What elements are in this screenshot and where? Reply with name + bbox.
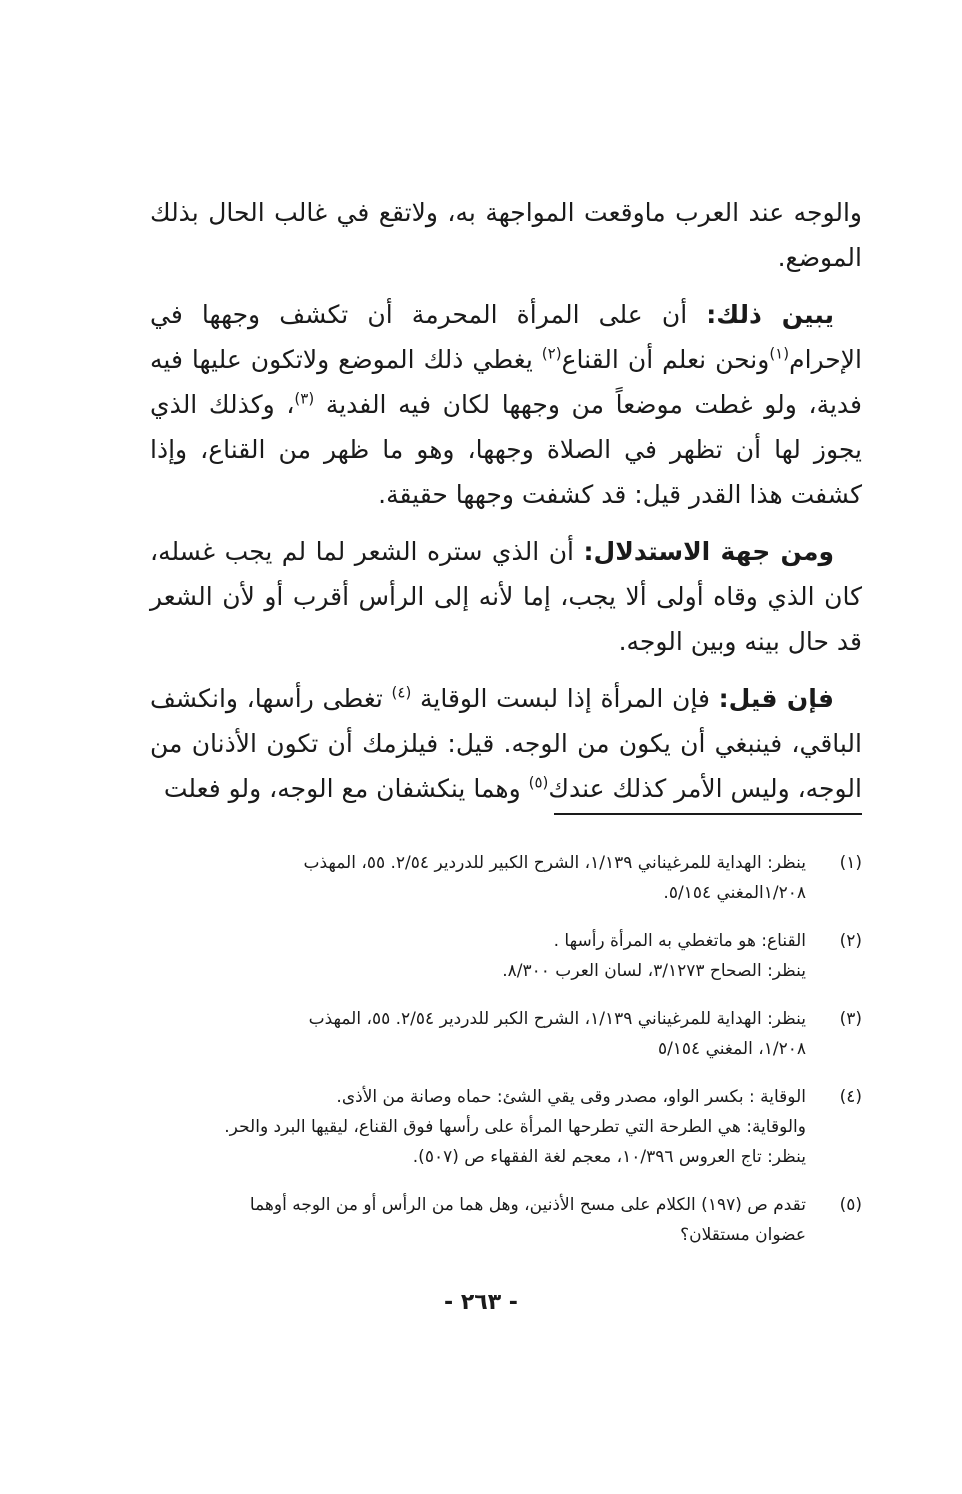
paragraph-4-text-1: فإن المرأة إذا لبست الوقاية (411, 684, 719, 713)
paragraph-3 (150, 529, 862, 664)
footnote-ref-4: (٤) (391, 683, 412, 702)
footnote-line: ينظر: الهداية للمرغيناني ١/١٣٩، الشرح الكبير للدردير ٢/٥٤. ٥٥، المهذب (303, 853, 806, 873)
paragraph-2-text-1: أن على المرأة المحرمة أن تكشف وجهها في الإحرام (150, 300, 862, 374)
footnote-line: ١/٢٠٨، المغني ٥/١٥٤ (657, 1039, 806, 1059)
footnote-1 (150, 848, 862, 908)
paragraph-4 (150, 676, 862, 811)
paragraph-2-lead: يبين ذلك: (706, 300, 834, 329)
footnote-line: والوقاية: هي الطرحة التي تطرحها المرأة على رأسها فوق القناع، ليقيها البرد والحر. (224, 1117, 806, 1137)
paragraph-2-text-3: يغطي ذلك الموضع ولاتكون عليها فيه فدية، ولو غطت موضعاً من وجهها لكان فيه الفدية (150, 345, 862, 419)
footnote-ref-2: (٢) (541, 344, 562, 363)
footnote-line: القناع: هو ماتغطي به المرأة رأسها . (553, 931, 806, 951)
footnote-body (150, 926, 806, 986)
main-text (150, 190, 862, 823)
footnote-ref-1: (١) (769, 344, 790, 363)
footnote-ref-5: (٥) (528, 773, 549, 792)
footnote-line: ١/٢٠٨المغني ٥/١٥٤. (663, 883, 806, 903)
footnote-number: (٣) (839, 1009, 862, 1029)
footnote-body (150, 848, 806, 908)
footnote-line: ينظر: الصحاح ٣/١٢٧٣، لسان العرب ٨/٣٠٠. (502, 961, 806, 981)
paragraph-1 (150, 190, 862, 280)
footnote-line: ينظر: الهداية للمرغيناني ١/١٣٩، الشرح الكبر للدردير ٢/٥٤. ٥٥، المهذب (308, 1009, 806, 1029)
footnote-number: (٢) (839, 931, 862, 951)
paragraph-3-text-1: أن الذي ستره الشعر لما لم يجب غسله، كان الذي وقاه أولى ألا يجب، إما لأنه إلى الرأس أقرب أو لأن الشعر قد حال بينه وبين الوجه. (150, 537, 862, 656)
footnote-body (150, 1082, 806, 1172)
footnote-number: (١) (839, 853, 862, 873)
footnote-body (150, 1004, 806, 1064)
footnote-line: تقدم ص (١٩٧) الكلام على مسح الأذنين، وهل هما من الرأس أو من الوجه أوهما (249, 1195, 806, 1215)
footnote-ref-3: (٣) (294, 389, 315, 408)
paragraph-2-text-2: ونحن نعلم أن القناع (561, 345, 770, 374)
paragraph-4-text-3: وهما ينكشفان مع الوجه، ولو فعلت (163, 774, 529, 803)
page-number: - ٢٦٣ - (444, 1290, 518, 1315)
paragraph-4-text-2: تغطى رأسها، وانكشف الباقي، فينبغي أن يكون من الوجه. قيل: فيلزمك أن تكون الأذنان من الوجه، وليس الأمر كذلك عندك (150, 684, 862, 803)
paragraph-2-text-4: ، وكذلك الذي يجوز لها أن تظهر في الصلاة وجهها، وهو ما ظهر من القناع، وإذا كشفت هذا القدر قيل: قد كشفت وجهها حقيقة. (150, 390, 862, 509)
paragraph-1-text: والوجه عند العرب ماوقعت المواجهة به، ولاتقع في غالب الحال بذلك الموضع. (150, 198, 862, 272)
footnote-line: عضوان مستقلان؟ (680, 1225, 806, 1245)
footnote-number: (٥) (839, 1195, 862, 1215)
footnote-line: ينظر: تاج العروس ١٠/٣٩٦، معجم لغة الفقهاء ص (٥٠٧). (412, 1147, 806, 1167)
footnote-body (150, 1190, 806, 1250)
footnote-line: الوقاية : بكسر الواو، مصدر وقى يقي الشئ: حماه وصانة من الأذى. (336, 1087, 806, 1107)
footnote-number: (٤) (839, 1087, 862, 1107)
footnote-5 (150, 1190, 862, 1250)
paragraph-2 (150, 292, 862, 517)
footnote-2 (150, 926, 862, 986)
footnotes (150, 848, 862, 1268)
footnote-separator (554, 813, 862, 815)
footnote-4 (150, 1082, 862, 1172)
footnote-3 (150, 1004, 862, 1064)
paragraph-4-lead: فإن قيل: (718, 684, 835, 713)
paragraph-3-lead: ومن جهة الاستدلال: (583, 537, 835, 566)
